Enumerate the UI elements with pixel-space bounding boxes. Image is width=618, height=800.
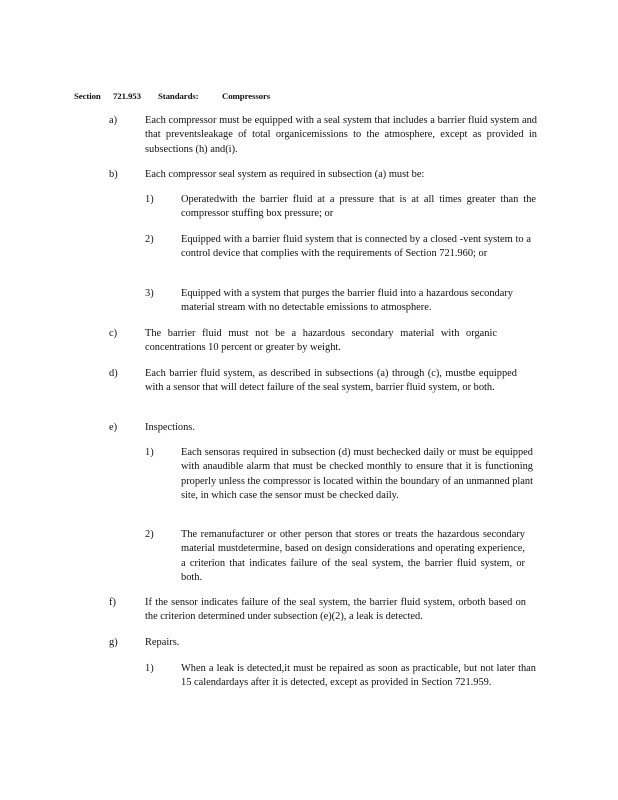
subsection-b-1-label: 1): [145, 194, 154, 205]
subsection-e-text: Inspections.: [145, 422, 195, 433]
subsection-g-text: Repairs.: [145, 637, 180, 648]
subsection-b-2-label: 2): [145, 234, 154, 245]
subsection-c-label: c): [109, 328, 118, 339]
subsection-d-text: Each barrier fluid system, as described in subsections (a) through (c), mustbe equipped with a sensor that will detect failure of the seal system, barrier fluid system, or both.: [145, 368, 517, 394]
subsection-b-3-text: Equipped with a system that purges the barrier fluid into a hazardous secondary material stream with no detectable emissions to atmosphere.: [181, 288, 513, 314]
subsection-e-2: [145, 528, 525, 585]
subsection-c: [109, 327, 497, 356]
subsection-g-label: g): [109, 637, 118, 648]
subsection-b: [109, 168, 537, 182]
subsection-a: [109, 114, 537, 157]
subsection-b-3-label: 3): [145, 288, 154, 299]
subsection-a-text: Each compressor must be equipped with a seal system that includes a barrier fluid system and that preventsleakage of total organicemissions to the atmosphere, except as provided in subsections (h) and(i).: [145, 115, 537, 155]
section-number: 721.953: [113, 91, 141, 101]
subsection-d: [109, 367, 517, 396]
subsection-e: [109, 421, 517, 435]
subsection-b-text: Each compressor seal system as required in subsection (a) must be:: [145, 169, 425, 180]
subsection-b-3: [145, 287, 513, 316]
subsection-b-label: b): [109, 169, 118, 180]
subsection-c-text: The barrier fluid must not be a hazardous secondary material with organic concentrations 10 percent or greater by weight.: [145, 328, 497, 354]
subsection-g: [109, 636, 517, 650]
subsection-e-2-text: The remanufacturer or other person that stores or treats the hazardous secondary material mustdetermine, based on design considerations and operating experience, a criterion that indicates failure of the seal system, the barrier fluid system, or both.: [181, 529, 525, 583]
subsection-b-2: [145, 233, 531, 262]
subsection-b-1: [145, 193, 536, 222]
subsection-e-1-label: 1): [145, 447, 154, 458]
subsection-a-label: a): [109, 115, 118, 126]
subsection-b-2-text: Equipped with a barrier fluid system that is connected by a closed -vent system to a control device that complies with the requirements of Section 721.960; or: [181, 234, 531, 260]
subsection-g-1-label: 1): [145, 663, 154, 674]
subsection-f-text: If the sensor indicates failure of the seal system, the barrier fluid system, orboth based on the criterion determined under subsection (e)(2), a leak is detected.: [145, 597, 526, 623]
subsection-d-label: d): [109, 368, 118, 379]
subsection-f-label: f): [109, 597, 116, 608]
subsection-e-1-text: Each sensoras required in subsection (d) must bechecked daily or must be equipped with anaudible alarm that must be checked monthly to ensure that it is functioning properly unless the compressor is located within the boundary of an unmanned plant site, in which case the sensor must be checked daily.: [181, 447, 533, 501]
subsection-g-1: [145, 662, 536, 691]
subsection-e-2-label: 2): [145, 529, 154, 540]
subsection-g-1-text: When a leak is detected,it must be repaired as soon as practicable, but not later than 15 calendardays after it is detected, except as provided in Section 721.959.: [181, 663, 536, 689]
subsection-f: [109, 596, 526, 625]
section-word: Section: [74, 91, 101, 101]
subsection-e-label: e): [109, 422, 118, 433]
subsection-b-1-text: Operatedwith the barrier fluid at a pressure that is at all times greater than the compressor stuffing box pressure; or: [181, 194, 536, 220]
standards-label: Standards:: [158, 91, 199, 101]
subsection-e-1: [145, 446, 533, 503]
section-topic: Compressors: [222, 91, 271, 101]
